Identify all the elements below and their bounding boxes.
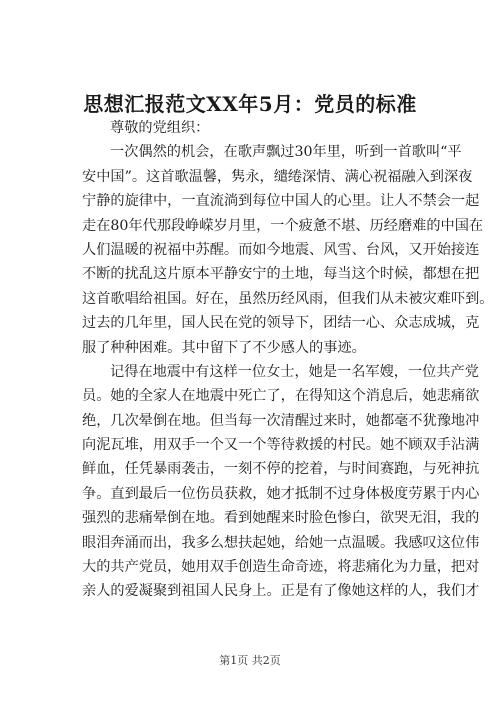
text-line: 过去的几年里，国人民在党的领导下，团结一心、众志成城，克 <box>82 315 480 332</box>
text-line: 强烈的悲痛晕倒在地。看到她醒来时脸色惨白，欲哭无泪，我的 <box>82 510 480 527</box>
text-line: 这首歌唱给祖国。好在，虽然历经风雨，但我们从未被灾难吓到。 <box>82 290 494 307</box>
text-line: 争。直到最后一位伤员获救，她才抵制不过身体极度劳累于内心 <box>82 485 480 502</box>
page-footer: 第1页 共2页 <box>219 654 281 667</box>
text-line: 安中国”。这首歌温馨，隽永，缱绻深情、满心祝福融入到深夜 <box>82 168 473 185</box>
text-line: 宁静的旋律中，一直流淌到每位中国人的心里。让人不禁会一起 <box>82 193 480 210</box>
text-line: 一次偶然的机会，在歌声飘过30年里，听到一首歌叫“平 <box>110 144 462 161</box>
text-line: 鲜血，任凭暴雨袭击，一刻不停的挖着，与时间赛跑，与死神抗 <box>82 461 480 478</box>
text-line: 大的共产党员，她用双手创造生命奇迹，将悲痛化为力量，把对 <box>82 559 480 576</box>
text-line: 服了种种困难。其中留下了不少感人的事迹。 <box>82 339 366 356</box>
document-title: 思想汇报范文XX年5月：党员的标准 <box>83 92 417 116</box>
text-line: 走在80年代那段峥嵘岁月里，一个疲惫不堪、历经磨难的中国在 <box>82 217 484 234</box>
text-line: 绝，几次晕倒在地。但当每一次清醒过来时，她都毫不犹豫地冲 <box>82 412 480 429</box>
text-line: 尊敬的党组织： <box>110 120 210 136</box>
text-line: 人们温暖的祝福中苏醒。而如今地震、风雪、台风，又开始接连 <box>82 241 480 258</box>
text-line: 亲人的爱凝聚到祖国人民身上。正是有了像她这样的人，我们才 <box>82 583 480 600</box>
text-line: 向泥瓦堆，用双手一个又一个等待救援的村民。她不顾双手沾满 <box>82 437 480 454</box>
text-line: 不断的扰乱这片原本平静安宁的土地，每当这个时候，都想在把 <box>82 266 480 283</box>
text-line: 员。她的全家人在地震中死亡了，在得知这个消息后，她悲痛欲 <box>82 388 480 405</box>
text-line: 眼泪奔涌而出，我多么想扶起她，给她一点温暖。我感叹这位伟 <box>82 534 480 551</box>
text-line: 记得在地震中有这样一位女士，她是一名军嫂，一位共产党 <box>110 363 479 380</box>
document-body <box>82 116 494 604</box>
